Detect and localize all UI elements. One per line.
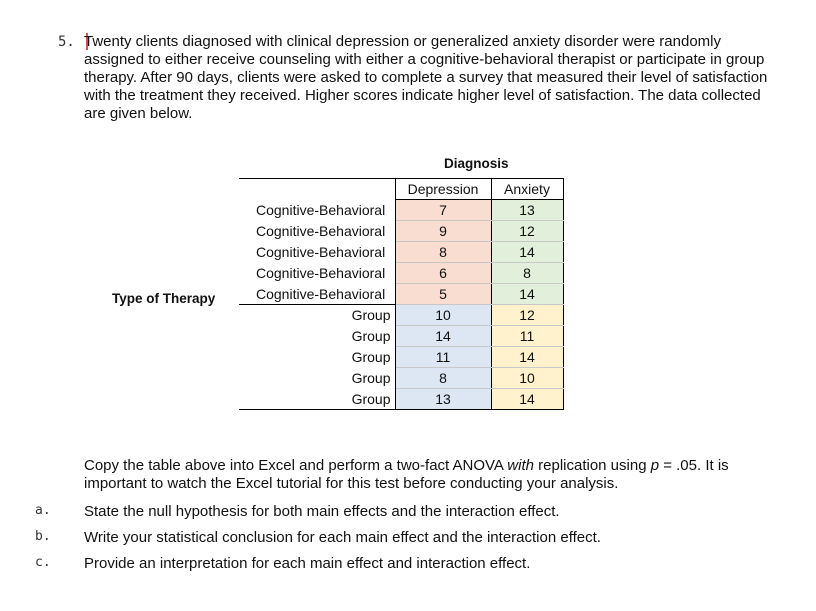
depression-cell: 11 [395, 347, 491, 368]
blank-header-cell [239, 179, 395, 200]
table-row [239, 263, 563, 284]
anxiety-cell: 11 [491, 326, 563, 347]
question-number: 5. [58, 34, 75, 50]
depression-cell: 14 [395, 326, 491, 347]
column-header-depression: Depression [395, 179, 491, 200]
table-row [239, 221, 563, 242]
task-text: Provide an interpretation for each main effect and interaction effect. [84, 555, 531, 572]
column-header-anxiety: Anxiety [491, 179, 563, 200]
anxiety-cell: 14 [491, 284, 563, 305]
anxiety-cell: 12 [491, 221, 563, 242]
instructions-middle: replication using [533, 457, 651, 474]
therapy-cell: Group [239, 389, 395, 410]
anxiety-cell: 8 [491, 263, 563, 284]
depression-cell: 7 [395, 200, 491, 221]
instructions-text [84, 457, 774, 493]
therapy-cell: Cognitive-Behavioral [239, 263, 395, 284]
header-row [239, 179, 563, 200]
task-letter: a. [35, 503, 51, 518]
therapy-cell: Group [239, 368, 395, 389]
therapy-cell: Group [239, 326, 395, 347]
instructions-after: = .05. It is important to watch the Excel tutorial for this test before conducting your analysis. [84, 457, 729, 492]
table-row [239, 284, 563, 305]
anxiety-cell: 14 [491, 389, 563, 410]
therapy-cell: Cognitive-Behavioral [239, 200, 395, 221]
anxiety-cell: 12 [491, 305, 563, 326]
table-row [239, 326, 563, 347]
anxiety-cell: 10 [491, 368, 563, 389]
column-group-label: Diagnosis [444, 156, 509, 171]
table-row [239, 347, 563, 368]
table-row [239, 200, 563, 221]
instructions-with: with [507, 457, 534, 474]
task-text: Write your statistical conclusion for each main effect and the interaction effect. [84, 529, 601, 546]
table-row [239, 305, 563, 326]
task-letter: c. [35, 555, 51, 570]
depression-cell: 9 [395, 221, 491, 242]
depression-cell: 5 [395, 284, 491, 305]
instructions-before: Copy the table above into Excel and perform a two-fact ANOVA [84, 457, 508, 474]
question-text: Twenty clients diagnosed with clinical depression or generalized anxiety disorder were randomly assigned to either receive counseling with either a cognitive-behavioral therapist or participate in group therapy. After 90 days, clients were asked to complete a survey that measured their level of satisfaction with the treatment they received. Higher scores indicate higher level of satisfaction. The data collected are given below. [84, 33, 768, 122]
therapy-cell: Cognitive-Behavioral [239, 284, 395, 305]
depression-cell: 6 [395, 263, 491, 284]
task-letter: b. [35, 529, 51, 544]
therapy-cell: Cognitive-Behavioral [239, 221, 395, 242]
depression-cell: 8 [395, 242, 491, 263]
therapy-cell: Group [239, 305, 395, 326]
table-row [239, 389, 563, 410]
depression-cell: 13 [395, 389, 491, 410]
anxiety-cell: 13 [491, 200, 563, 221]
instructions-p: p [650, 457, 660, 474]
depression-cell: 10 [395, 305, 491, 326]
data-table [239, 178, 564, 410]
task-text: State the null hypothesis for both main effects and the interaction effect. [84, 503, 560, 520]
row-group-label: Type of Therapy [112, 291, 216, 306]
anxiety-cell: 14 [491, 347, 563, 368]
therapy-cell: Group [239, 347, 395, 368]
depression-cell: 8 [395, 368, 491, 389]
anxiety-cell: 14 [491, 242, 563, 263]
table-row [239, 368, 563, 389]
therapy-cell: Cognitive-Behavioral [239, 242, 395, 263]
table-row [239, 242, 563, 263]
